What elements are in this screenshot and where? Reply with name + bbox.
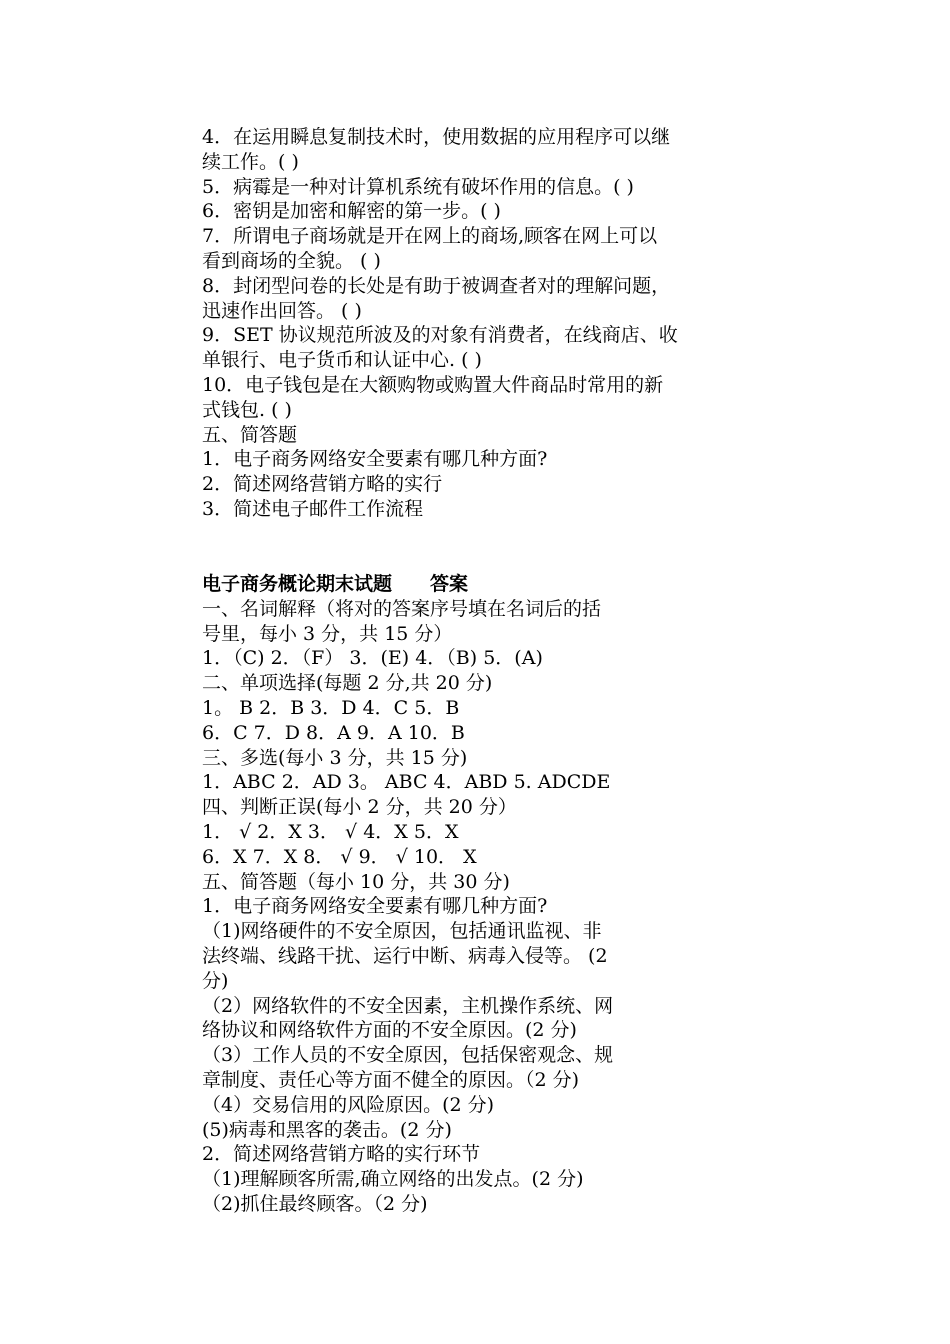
question-text-line: 3．简述电子邮件工作流程 <box>202 497 424 520</box>
answer-text-line: 号里，每小 3 分，共 15 分） <box>202 622 453 645</box>
answer-text-line: （2)抓住最终顾客。（2 分) <box>202 1192 428 1215</box>
answer-text-line: 三、多选(每小 3 分，共 15 分) <box>202 746 468 769</box>
answers-section <box>202 572 702 1217</box>
answer-text-line: 1．电子商务网络安全要素有哪几种方面? <box>202 895 548 918</box>
answer-text-line: 五、简答题（每小 10 分，共 30 分) <box>202 870 510 893</box>
question-text-line: 5．病霉是一种对计算机系统有破坏作用的信息。( ) <box>202 175 634 198</box>
answer-text-line: （2）网络软件的不安全因素，主机操作系统、网 <box>202 994 614 1017</box>
question-text-line: 2．简述网络营销方略的实行 <box>202 473 443 496</box>
answer-text-line: 章制度、责任心等方面不健全的原因。（2 分) <box>202 1068 580 1091</box>
question-text-line: 9．SET 协议规范所波及的对象有消费者，在线商店、收 <box>202 324 678 347</box>
answer-text-line: （3）工作人员的不安全原因，包括保密观念、规 <box>202 1044 614 1067</box>
answer-text-line: （4）交易信用的风险原因。(2 分) <box>202 1093 495 1116</box>
answer-text-line: （1)理解顾客所需,确立网络的出发点。(2 分) <box>202 1168 584 1191</box>
answer-text-line: （1)网络硬件的不安全原因，包括通讯监视、非 <box>202 920 602 943</box>
answers-title: 电子商务概论期末试题 答案 <box>202 573 469 595</box>
answer-text-line: 1．ABC 2．AD 3。 ABC 4．ABD 5. ADCDE <box>202 771 611 794</box>
answer-text-line: (5)病毒和黑客的袭击。(2 分) <box>202 1118 452 1141</box>
answer-text-line: 法终端、线路干扰、运行中断、病毒入侵等。 (2 <box>202 944 608 967</box>
question-text-line: 10．电子钱包是在大额购物或购置大件商品时常用的新 <box>202 373 664 396</box>
answer-text-line: 1． √ 2．X 3． √ 4．X 5．X <box>202 820 459 843</box>
question-text-line: 7．所谓电子商场就是开在网上的商场,顾客在网上可以 <box>202 225 658 248</box>
question-text-line: 1．电子商务网络安全要素有哪几种方面? <box>202 448 548 471</box>
answer-text-line: 络协议和网络软件方面的不安全原因。(2 分) <box>202 1019 577 1042</box>
questions-section <box>202 125 762 522</box>
question-text-line: 8．封闭型问卷的长处是有助于被调查者对的理解问题， <box>202 274 671 297</box>
question-text-line: 五、简答题 <box>202 423 298 446</box>
answer-text-line: 二、单项选择(每题 2 分,共 20 分) <box>202 672 493 695</box>
answer-text-line: 1．（C) 2．（F） 3．(E) 4．（B) 5．(A) <box>202 647 543 670</box>
answer-text-line: 1。 B 2．B 3．D 4．C 5．B <box>202 696 460 719</box>
answer-text-line: 2．简述网络营销方略的实行环节 <box>202 1143 481 1166</box>
question-text-line: 续工作。( ) <box>202 150 299 173</box>
answer-text-line: 四、判断正误(每小 2 分，共 20 分） <box>202 796 517 819</box>
answer-text-line: 6．X 7．X 8． √ 9． √ 10． X <box>202 845 477 868</box>
answer-text-line: 一、名词解释（将对的答案序号填在名词后的括 <box>202 597 602 620</box>
question-text-line: 单银行、电子货币和认证中心. ( ) <box>202 349 482 372</box>
question-text-line: 迅速作出回答。 ( ) <box>202 299 362 322</box>
question-text-line: 看到商场的全貌。 ( ) <box>202 249 381 272</box>
question-text-line: 6．密钥是加密和解密的第一步。( ) <box>202 200 501 223</box>
question-text-line: 式钱包. ( ) <box>202 398 292 421</box>
answer-text-line: 分) <box>202 969 229 992</box>
question-text-line: 4．在运用瞬息复制技术时，使用数据的应用程序可以继 <box>202 126 671 148</box>
answer-text-line: 6．C 7．D 8．A 9．A 10．B <box>202 721 465 744</box>
